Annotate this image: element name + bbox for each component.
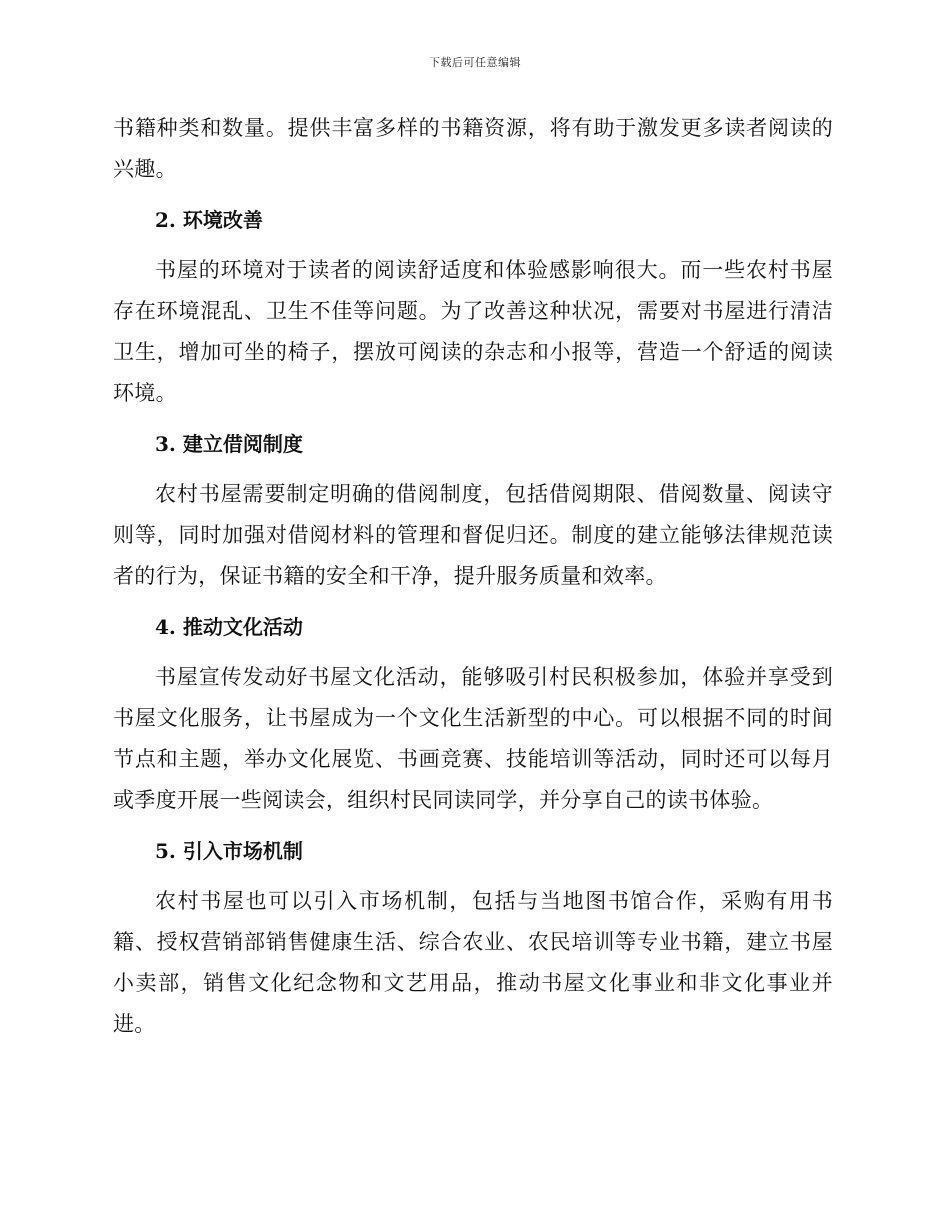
section-paragraph: 书屋的环境对于读者的阅读舒适度和体验感影响很大。而一些农村书屋存在环境混乱、卫生不佳等问题。为了改善这种状况，需要对书屋进行清洁卫生，增加可坐的椅子，摆放可阅读的杂志和小报等，营造一个舒适的阅读环境。 (113, 258, 833, 405)
section-heading: 3. 建立借阅制度 (155, 432, 303, 456)
section-paragraph: 农村书屋也可以引入市场机制，包括与当地图书馆合作，采购有用书籍、授权营销部销售健康生活、综合农业、农民培训等专业书籍，建立书屋小卖部，销售文化纪念物和文艺用品，推动书屋文化事业和非文化事业并进。 (113, 889, 833, 1036)
document-body (113, 108, 833, 1051)
section-market-mechanism (113, 831, 833, 1045)
section-heading: 2. 环境改善 (155, 208, 263, 232)
page-header: 下载后可任意编辑 (429, 56, 521, 69)
section-heading: 5. 引入市场机制 (155, 839, 303, 863)
section-heading: 4. 推动文化活动 (155, 615, 303, 639)
section-cultural-activities (113, 607, 833, 821)
section-paragraph: 书屋宣传发动好书屋文化活动，能够吸引村民积极参加，体验并享受到书屋文化服务，让书屋成为一个文化生活新型的中心。可以根据不同的时间节点和主题，举办文化展览、书画竞赛、技能培训等活动，同时还可以每月或季度开展一些阅读会，组织村民同读同学，并分享自己的读书体验。 (113, 665, 833, 812)
intro-paragraph: 书籍种类和数量。提供丰富多样的书籍资源，将有助于激发更多读者阅读的兴趣。 (113, 116, 833, 181)
section-borrowing-system (113, 424, 833, 597)
section-paragraph: 农村书屋需要制定明确的借阅制度，包括借阅期限、借阅数量、阅读守则等，同时加强对借阅材料的管理和督促归还。制度的建立能够法律规范读者的行为，保证书籍的安全和干净，提升服务质量和效率。 (113, 482, 833, 588)
section-environment (113, 200, 833, 414)
